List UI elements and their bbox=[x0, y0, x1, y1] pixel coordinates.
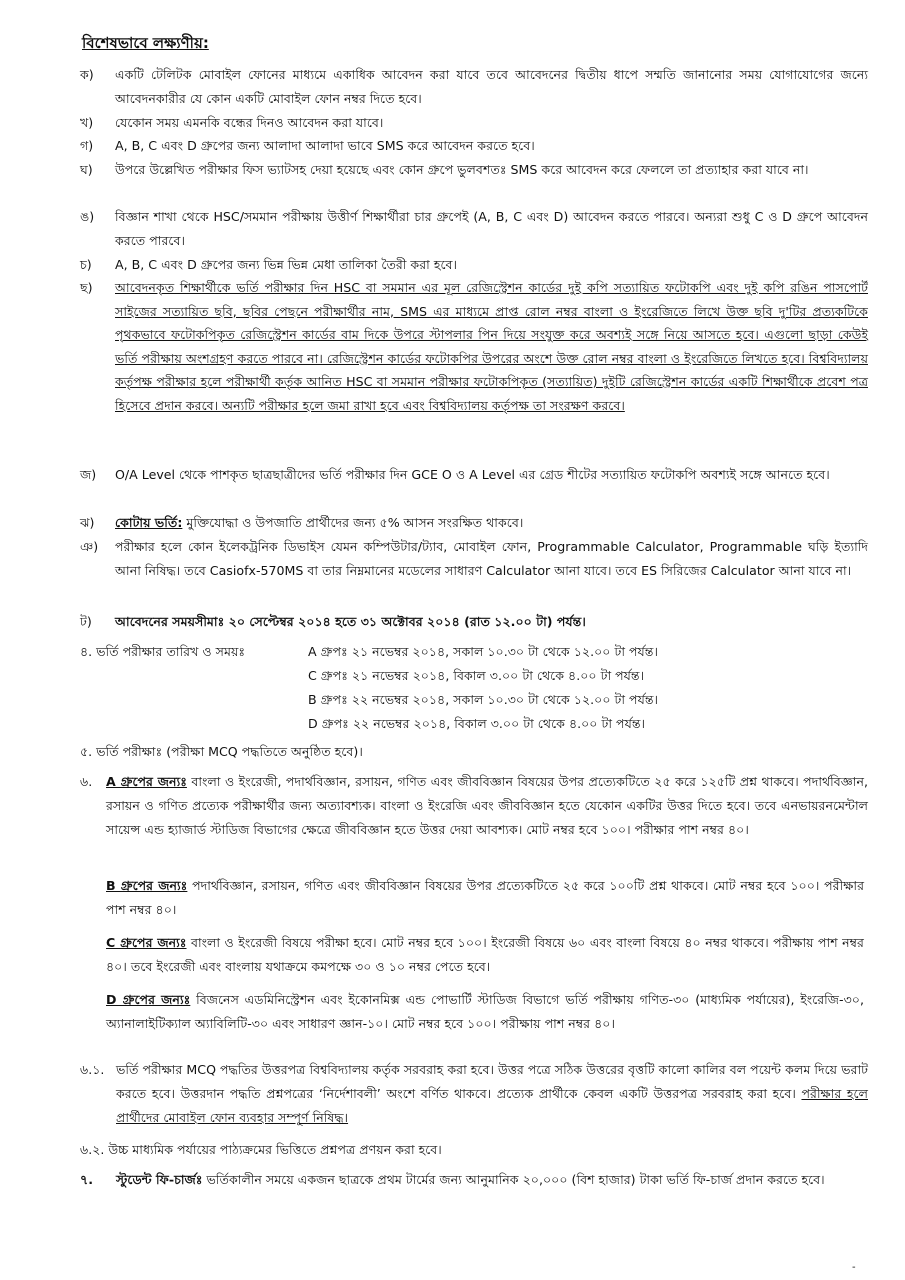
group-d-title: D গ্রুপের জন্যঃ bbox=[106, 992, 191, 1007]
schedule-row: D গ্রুপঃ ২২ নভেম্বর ২০১৪, বিকাল ৩.০০ টা থেকে ৪.০০ টা পর্যন্ত। bbox=[308, 716, 646, 731]
group-a-text: বাংলা ও ইংরেজী, পদার্থবিজ্ঞান, রসায়ন, গণিত এবং জীববিজ্ঞান বিষয়ের উপর প্রত্যেকটিতে ২৫ করে ১২৫টি প্রশ্ন থাকবে। পদার্থবিজ্ঞান, রসায়ন ও গণিত প্রত্যেক পরীক্ষার্থীর জন্য অত্যাবশ্যক। বাংলা ও ইংরেজি এবং জীববিজ্ঞান হতে যেকোন একটির উত্তর দিতে হবে। তবে এনভায়রনমেন্টাল সায়েন্স এন্ড হ্যাজার্ড স্টাডিজ বিভাগের ক্ষেত্রে জীববিজ্ঞান হতে উত্তর দেয়া আবশ্যক। মোট নম্বর হবে ১০০। পরীক্ষার পাশ নম্বর ৪০। bbox=[106, 774, 868, 837]
item-text: যেকোন সময় এমনকি বন্ধের দিনও আবেদন করা যাবে। bbox=[115, 115, 384, 130]
item-label: চ) bbox=[80, 257, 92, 272]
item-text: পরীক্ষার হলে কোন ইলেকট্রনিক ডিভাইস যেমন কম্পিউটার/ট্যাব, মোবাইল ফোন, Programmable Calculator, Programmable ঘড়ি ইত্যাদি আনা নিষিদ্ধ। তবে Casiofx-570MS বা তার নিম্নমানের মডেলের সাধারণ Calculator আনা যাবে। তবে ES সিরিজের Calculator আনা যাবে না। bbox=[115, 539, 868, 578]
section-6-1 bbox=[80, 1058, 868, 1130]
section-6-group-b bbox=[106, 874, 864, 922]
schedule-row: C গ্রুপঃ ২১ নভেম্বর ২০১৪, বিকাল ৩.০০ টা থেকে ৪.০০ টা পর্যন্ত। bbox=[308, 668, 645, 683]
item-ka bbox=[80, 63, 868, 110]
item-label: ঙ) bbox=[80, 209, 95, 224]
item-nya bbox=[80, 535, 868, 582]
section-6-2-text: ৬.২. উচ্চ মাধ্যমিক পর্যায়ের পাঠ্যক্রমের ভিত্তিতে প্রশ্নপত্র প্রণয়ন করা হবে। bbox=[80, 1142, 442, 1157]
item-text: উপরে উল্লেখিত পরীক্ষার ফিস ভ্যাটসহ দেয়া হয়েছে এবং কোন গ্রুপে ভুলবশতঃ SMS করে আবেদন করে ফেললে তা প্রত্যাহার করা যাবে না। bbox=[115, 162, 809, 177]
item-label: ঞ) bbox=[80, 539, 99, 554]
student-fee-text: ভর্তিকালীন সময়ে একজন ছাত্রকে প্রথম টার্মের জন্য আনুমানিক ২০,০০০ (বিশ হাজার) টাকা ভর্তি ফি-চার্জ প্রদান করতে হবে। bbox=[206, 1172, 825, 1187]
item-text: বিজ্ঞান শাখা থেকে HSC/সমমান পরীক্ষায় উত্তীর্ণ শিক্ষার্থীরা চার গ্রুপেই (A, B, C এবং D) আবেদন করতে পারবে। অন্যরা শুধু C ও D গ্রুপে আবেদন করতে পারবে। bbox=[115, 209, 868, 248]
section-6-group-c bbox=[106, 931, 864, 979]
group-b-text: পদার্থবিজ্ঞান, রসায়ন, গণিত এবং জীববিজ্ঞান বিষয়ের উপর প্রত্যেকটিতে ২৫ করে ১০০টি প্রশ্ন থাকবে। মোট নম্বর হবে ১০০। পরীক্ষার পাশ নম্বর ৪০। bbox=[106, 878, 864, 917]
item-label: ট) bbox=[80, 614, 92, 629]
item-kha bbox=[80, 111, 868, 135]
section-6-2 bbox=[80, 1138, 868, 1162]
item-text: O/A Level থেকে পাশকৃত ছাত্রছাত্রীদের ভর্তি পরীক্ষার দিন GCE O ও A Level এর গ্রেড শীটের সত্যায়িত ফটোকপি অবশ্যই সঙ্গে আনতে হবে। bbox=[115, 467, 830, 482]
section-6-1-text: ভর্তি পরীক্ষার MCQ পদ্ধতির উত্তরপত্র বিশ্ববিদ্যালয় কর্তৃক সরবরাহ করা হবে। উত্তর পত্রে সঠিক উত্তরের বৃত্তটি কালো কালির বল পয়েন্ট কলম দিয়ে ভরাট করতে হবে। উত্তরদান পদ্ধতি প্রশ্নপত্রের ‘নির্দেশাবলী’ অংশে বর্ণিত থাকবে। প্রত্যেক প্রার্থীকে কেবল একটি উত্তরপত্র সরবরাহ করা হবে। bbox=[116, 1062, 868, 1101]
section-label: ৭. bbox=[80, 1172, 93, 1187]
schedule-label: ৪. ভর্তি পরীক্ষার তারিখ ও সময়ঃ bbox=[80, 644, 246, 659]
item-umo bbox=[80, 205, 868, 252]
item-label: ছ) bbox=[80, 280, 93, 295]
item-label: গ) bbox=[80, 138, 94, 153]
item-chha bbox=[80, 276, 868, 417]
item-label: ক) bbox=[80, 67, 94, 82]
item-text: A, B, C এবং D গ্রুপের জন্য ভিন্ন ভিন্ন মেধা তালিকা তৈরী করা হবে। bbox=[115, 257, 458, 272]
schedule-row: B গ্রুপঃ ২২ নভেম্বর ২০১৪, সকাল ১০.৩০ টা থেকে ১২.০০ টা পর্যন্ত। bbox=[308, 692, 659, 707]
section-7 bbox=[80, 1168, 868, 1192]
section-6-group-d bbox=[106, 988, 864, 1036]
schedule-row: A গ্রুপঃ ২১ নভেম্বর ২০১৪, সকাল ১০.৩০ টা থেকে ১২.০০ টা পর্যন্ত। bbox=[308, 644, 658, 659]
group-c-title: C গ্রুপের জন্যঃ bbox=[106, 935, 187, 950]
section-label: ৬. bbox=[80, 774, 93, 789]
item-text: A, B, C এবং D গ্রুপের জন্য আলাদা আলাদা ভাবে SMS করে আবেদন করতে হবে। bbox=[115, 138, 535, 153]
item-jha bbox=[80, 511, 868, 535]
item-ja bbox=[80, 463, 868, 487]
section-label: ৬.১. bbox=[80, 1062, 105, 1077]
item-label: জ) bbox=[80, 467, 97, 482]
item-ga bbox=[80, 134, 868, 158]
item-cha bbox=[80, 253, 868, 277]
item-text: মুক্তিযোদ্ধা ও উপজাতি প্রার্থীদের জন্য ৫% আসন সংরক্ষিত থাকবে। bbox=[186, 515, 524, 530]
exam-schedule bbox=[80, 640, 868, 740]
item-label: খ) bbox=[80, 115, 94, 130]
section-5 bbox=[80, 740, 868, 764]
group-d-text: বিজনেস এডমিনিস্ট্রেশন এবং ইকোনমিক্স এন্ড পোভার্টি স্টাডিজ বিভাগে ভর্তি পরীক্ষায় গণিত-৩০ (মাধ্যমিক পর্যায়ের), ইংরেজি-৩০, অ্যানালাইটিক্যাল অ্যাবিলিটি-৩০ এবং সাধারণ জ্ঞান-১০। মোট নম্বর হবে ১০০। পরীক্ষায় পাশ নম্বর ৪০। bbox=[106, 992, 864, 1031]
deadline-text: আবেদনের সময়সীমাঃ ২০ সেপ্টেম্বর ২০১৪ হতে ৩১ অক্টোবর ২০১৪ (রাত ১২.০০ টা) পর্যন্ত। bbox=[115, 614, 586, 629]
page-mark: - bbox=[852, 1262, 856, 1273]
group-b-title: B গ্রুপের জন্যঃ bbox=[106, 878, 188, 893]
group-c-text: বাংলা ও ইংরেজী বিষয়ে পরীক্ষা হবে। মোট নম্বর হবে ১০০। ইংরেজী বিষয়ে ৬০ এবং বাংলা বিষয়ে ৪০ নম্বর থাকবে। পরীক্ষায় পাশ নম্বর ৪০। তবে ইংরেজী এবং বাংলায় যথাক্রমে কমপক্ষে ৩০ ও ১০ নম্বর পেতে হবে। bbox=[106, 935, 864, 974]
quota-title: কোটায় ভর্তি: bbox=[115, 515, 183, 530]
section-heading: বিশেষভাবে লক্ষ্যণীয়: bbox=[82, 34, 209, 52]
section-6-group-a bbox=[80, 770, 868, 842]
item-gha bbox=[80, 158, 868, 182]
item-label: ঝ) bbox=[80, 515, 95, 530]
student-fee-title: স্টুডেন্ট ফি-চার্জঃ bbox=[116, 1172, 203, 1187]
item-ta bbox=[80, 610, 868, 634]
item-text: আবেদনকৃত শিক্ষার্থীকে ভর্তি পরীক্ষার দিন HSC বা সমমান এর মূল রেজিস্ট্রেশন কার্ডের দুই কপি সত্যায়িত ফটোকপি এবং দুই কপি রঙিন পাসপোর্ট সাইজের সত্যায়িত ছবি, ছবির পেছনে পরীক্ষার্থীর নাম, SMS এর মাধ্যমে প্রাপ্ত রোল নম্বর বাংলা ও ইংরেজিতে লিখে উক্ত ছবি দু'টির প্রত্যকটিকে পৃথকভাবে ফটোকপিকৃত রেজিস্ট্রেশন কার্ডের বাম দিকে উপরে স্টাপলার পিন দিয়ে সংযুক্ত করে অবশ্যই সঙ্গে নিয়ে আসতে হবে। এগুলো ছাড়া কেউই ভর্তি পরীক্ষায় অংশগ্রহণ করতে পারবে না। রেজিস্ট্রেশন কার্ডের ফটোকপির উপরের অংশে উক্ত রোল নম্বর বাংলা ও ইংরেজিতে লিখতে হবে। বিশ্ববিদ্যালয় কর্তৃপক্ষ পরীক্ষার হলে পরীক্ষার্থী কর্তৃক আনিত HSC বা সমমান পরীক্ষার ফটোকপিকৃত (সত্যায়িত) দুইটি রেজিস্ট্রেশন কার্ডের একটি শিক্ষার্থীকে প্রবেশ পত্র হিসেবে প্রদান করবে। অন্যটি পরীক্ষার হলে জমা রাখা হবে এবং বিশ্ববিদ্যালয় কর্তৃপক্ষ তা সংরক্ষণ করবে। bbox=[115, 280, 869, 413]
section-5-text: ৫. ভর্তি পরীক্ষাঃ (পরীক্ষা MCQ পদ্ধতিতে অনুষ্ঠিত হবে)। bbox=[80, 744, 363, 759]
item-label: ঘ) bbox=[80, 162, 93, 177]
mobile-ban-note: পরীক্ষার হলে প্রার্থীদের মোবাইল ফোন ব্যবহার সম্পূর্ণ নিষিদ্ধ। bbox=[116, 1086, 868, 1125]
item-text: একটি টেলিটক মোবাইল ফোনের মাধ্যমে একাধিক আবেদন করা যাবে তবে আবেদনের দ্বিতীয় ধাপে সম্মতি জানানোর সময় যোগাযোগের জন্যে আবেদনকারীর যে কোন একটি মোবাইল ফোন নম্বর দিতে হবে। bbox=[115, 67, 868, 106]
group-a-title: A গ্রুপের জন্যঃ bbox=[106, 774, 187, 789]
